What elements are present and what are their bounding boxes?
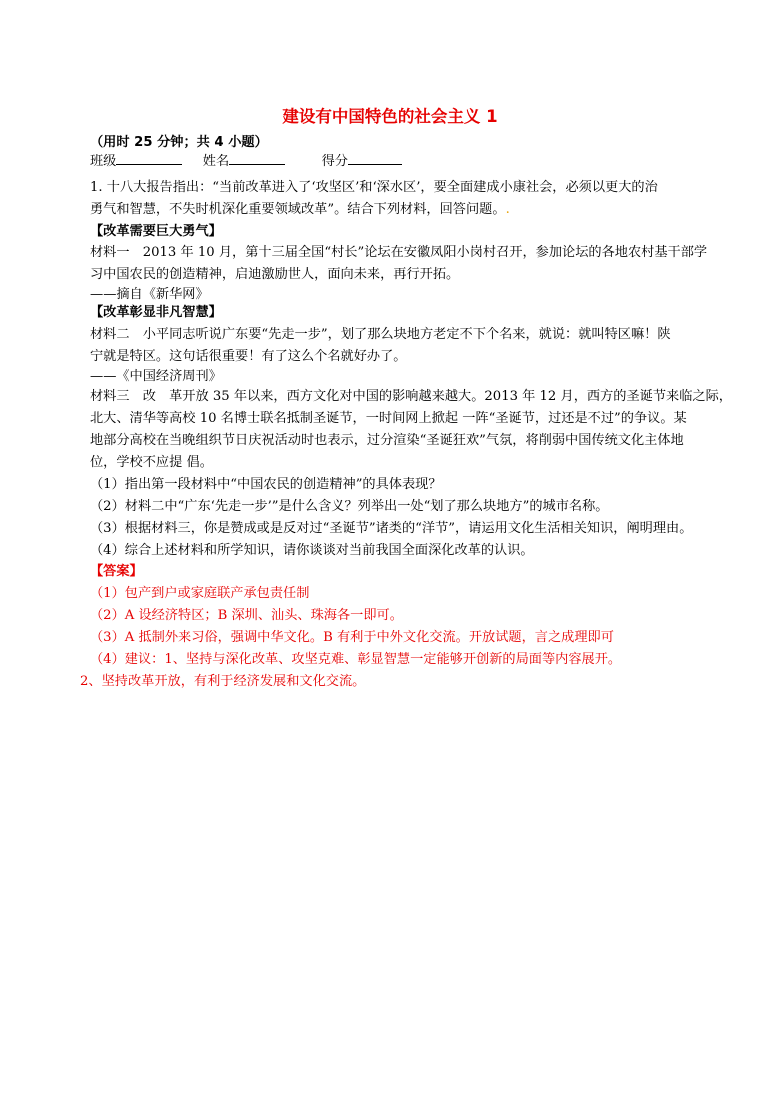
section2-source: ——《中国经济周刊》 bbox=[90, 369, 222, 384]
section2-line-2: 宁就是特区。这句话很重要！有了这么个名就好办了。 bbox=[90, 349, 407, 364]
question-3: （3）根据材料三，你是赞成或是反对过“圣诞节”诸类的“洋节”，请运用文化生活相关知识，阐明理由。 bbox=[90, 521, 693, 536]
score-label: 得分 bbox=[321, 154, 348, 169]
answer-2: （2）A 设经济特区；B 深圳、汕头、珠海各一即可。 bbox=[90, 608, 403, 623]
question-4: （4）综合上述材料和所学知识，请你谈谈对当前我国全面深化改革的认识。 bbox=[90, 543, 534, 558]
question-intro-line-2: 勇气和智慧，不失时机深化重要领域改革”。结合下列材料，回答问题。. bbox=[90, 202, 510, 217]
section1-source: ——摘自《新华网》 bbox=[90, 287, 209, 302]
section1-line-1: 材料一 2013 年 10 月，第十三届全国“村长”论坛在安徽凤阳小岗村召开，参加论坛的各地农村基干部学 bbox=[90, 245, 708, 260]
answer-3: （3）A 抵制外来习俗，强调中华文化。B 有利于中外文化交流。开放试题，言之成理即可 bbox=[90, 630, 614, 645]
section3-line-1: 材料三 改 革开放 35 年以来，西方文化对中国的影响越来越大。2013 年 12 月，西方的圣诞节来临之际， bbox=[90, 389, 732, 404]
answer-1: （1）包产到户或家庭联产承包责任制 bbox=[90, 586, 310, 601]
question-1: （1）指出第一段材料中“中国农民的创造精神”的具体表现？ bbox=[90, 477, 442, 492]
name-blank[interactable] bbox=[229, 152, 285, 165]
answer-4: （4）建议：1、坚持与深化改革、攻坚克难、彰显智慧一定能够开创新的局面等内容展开。 bbox=[90, 652, 622, 667]
student-info-row bbox=[90, 152, 690, 171]
section2-line-1: 材料二 小平同志听说广东要“先走一步”，划了那么块地方老定不下个名来，就说：就叫特区嘛！陕 bbox=[90, 327, 671, 342]
time-and-count: （用时 25 分钟；共 4 小题） bbox=[90, 135, 268, 150]
class-label: 班级 bbox=[90, 154, 117, 169]
class-blank[interactable] bbox=[116, 152, 182, 165]
answer-heading: 【答案】 bbox=[90, 564, 143, 579]
section3-line-2: 北大、清华等高校 10 名博士联名抵制圣诞节，一时间网上掀起 一阵“圣诞节，过还是不过”的争议。某 bbox=[90, 411, 687, 426]
section3-line-3: 地部分高校在当晚组织节日庆祝活动时也表示，过分渲染“圣诞狂欢”气氛，将削弱中国传统文化主体地 bbox=[90, 433, 684, 448]
name-label: 姓名 bbox=[202, 154, 230, 169]
document-title: 建设有中国特色的社会主义 1 bbox=[282, 107, 498, 126]
section3-line-4: 位，学校不应提 倡。 bbox=[90, 455, 213, 470]
answer-4-continued: 2、坚持改革开放，有利于经济发展和文化交流。 bbox=[80, 674, 366, 689]
section2-heading: 【改革彰显非凡智慧】 bbox=[90, 305, 222, 320]
question-intro-line-1: 1. 十八大报告指出：“当前改革进入了‘攻坚区’和‘深水区’，要全面建成小康社会，必须以更大的治 bbox=[90, 180, 658, 195]
section1-line-2: 习中国农民的创造精神，启迪激励世人，面向未来，再行开拓。 bbox=[90, 267, 460, 282]
score-blank[interactable] bbox=[348, 152, 402, 165]
section1-heading: 【改革需要巨大勇气】 bbox=[90, 224, 222, 239]
question-2: （2）材料二中“广东‘先走一步’”是什么含义？列举出一处“划了那么块地方”的城市名称。 bbox=[90, 499, 609, 514]
